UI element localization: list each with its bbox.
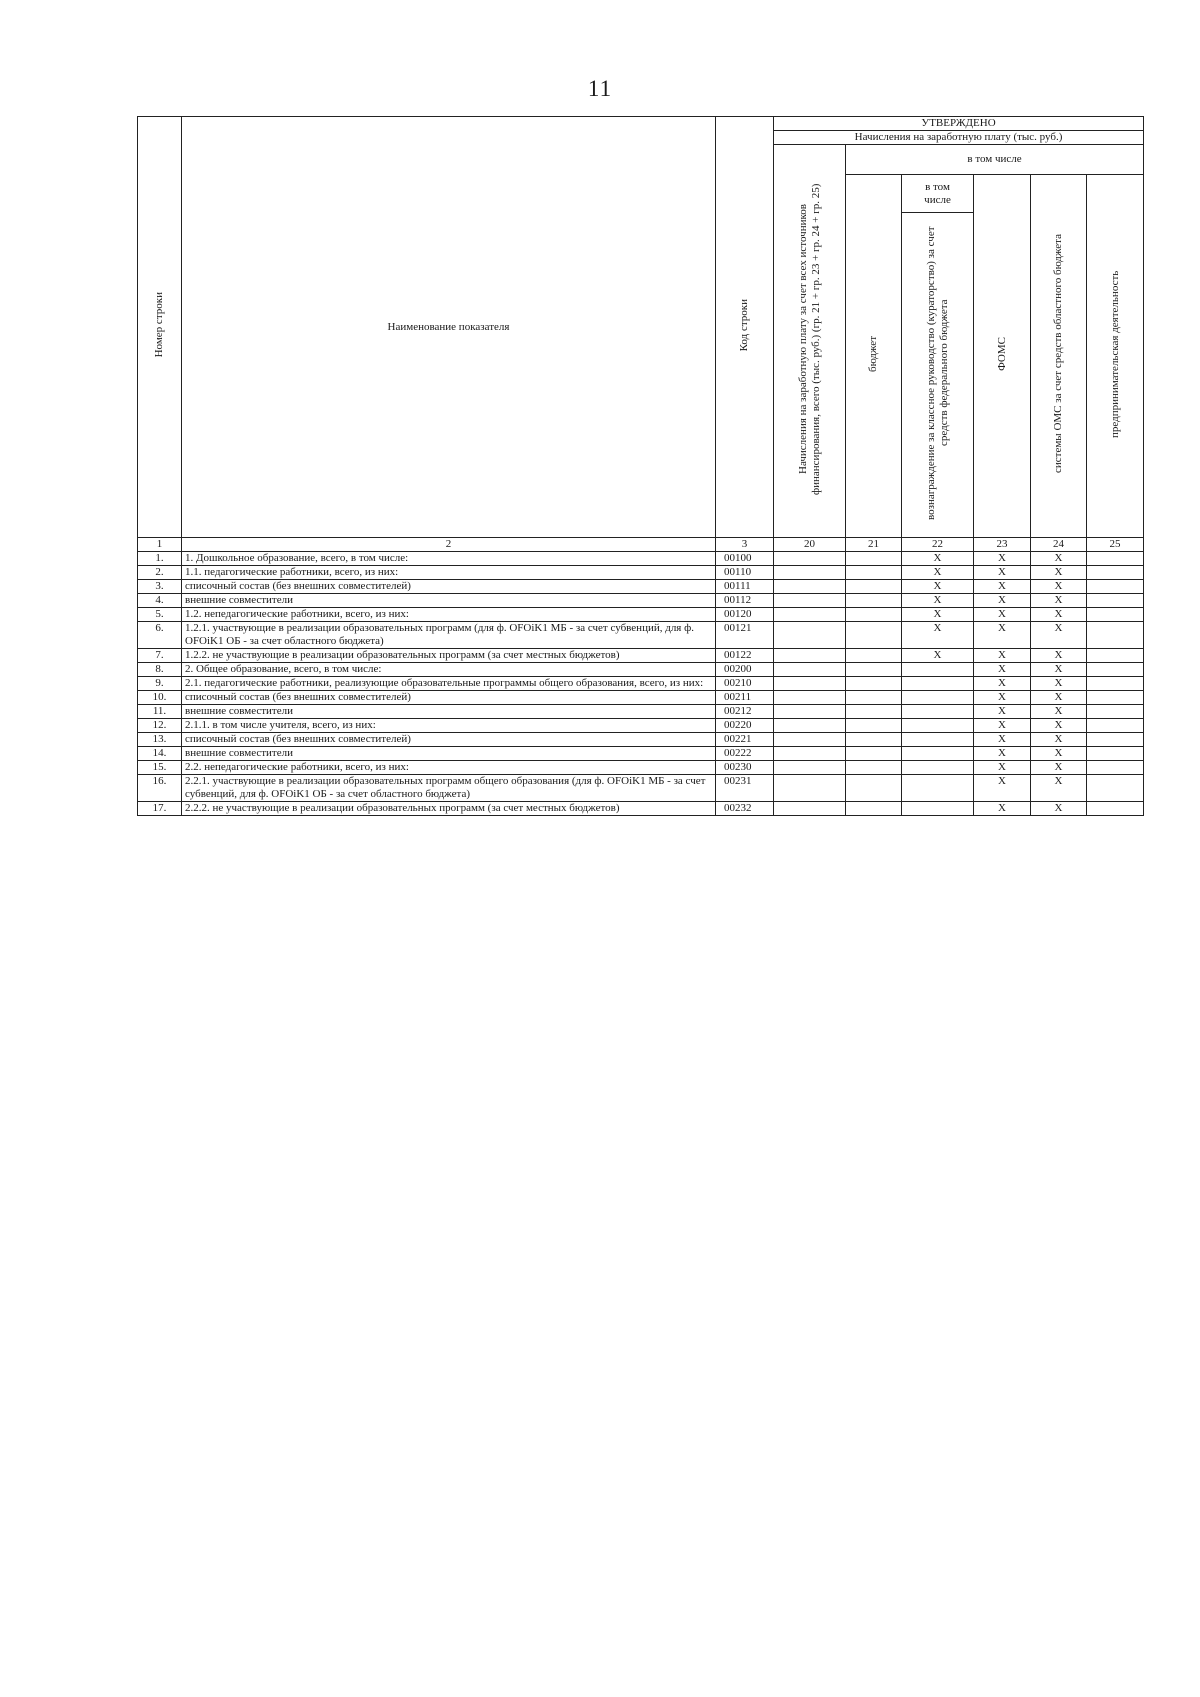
row-number: 16. [138,775,182,802]
table-row [138,705,1144,719]
cell-col20 [774,691,846,705]
cell-col23: X [974,580,1031,594]
cell-col22 [902,719,974,733]
cell-col24: X [1031,677,1087,691]
row-number: 14. [138,747,182,761]
row-number: 4. [138,594,182,608]
cell-col24: X [1031,594,1087,608]
cell-col21 [846,566,902,580]
header-col25: предпринимательская деятельность [1087,175,1144,538]
cell-col23: X [974,566,1031,580]
table-row [138,775,1144,802]
cell-col21 [846,580,902,594]
table-row [138,747,1144,761]
cell-col21 [846,649,902,663]
cell-col25 [1087,761,1144,775]
header-name: Наименование показателя [182,117,716,538]
cell-col23: X [974,761,1031,775]
header-col23: ФОМС [974,175,1031,538]
cell-col25 [1087,677,1144,691]
cell-col21 [846,719,902,733]
cell-col24: X [1031,649,1087,663]
column-number: 23 [974,538,1031,552]
cell-col24: X [1031,608,1087,622]
cell-col21 [846,594,902,608]
cell-col20 [774,802,846,816]
table-body [138,552,1144,816]
row-number: 7. [138,649,182,663]
cell-col25 [1087,719,1144,733]
row-name: внешние совместители [182,594,716,608]
cell-col22: X [902,580,974,594]
cell-col21 [846,802,902,816]
cell-col21 [846,691,902,705]
cell-col24: X [1031,802,1087,816]
cell-col20 [774,663,846,677]
table-row [138,594,1144,608]
row-code: 00210 [716,677,774,691]
row-name: списочный состав (без внешних совместителей) [182,691,716,705]
column-number: 1 [138,538,182,552]
header-col22: вознаграждение за классное руководство (кураторство) за счет средств федерального бюджета [902,213,974,538]
cell-col22 [902,761,974,775]
cell-col25 [1087,622,1144,649]
cell-col23: X [974,594,1031,608]
cell-col22: X [902,622,974,649]
cell-col23: X [974,733,1031,747]
cell-col23: X [974,719,1031,733]
cell-col22 [902,802,974,816]
row-name: 1.2. непедагогические работники, всего, из них: [182,608,716,622]
table-row [138,802,1144,816]
cell-col24: X [1031,761,1087,775]
cell-col24: X [1031,775,1087,802]
header-row-code: Код строки [716,117,774,538]
cell-col25 [1087,608,1144,622]
cell-col22: X [902,566,974,580]
cell-col22: X [902,608,974,622]
cell-col23: X [974,747,1031,761]
cell-col20 [774,719,846,733]
row-name: внешние совместители [182,705,716,719]
cell-col23: X [974,649,1031,663]
cell-col21 [846,761,902,775]
row-number: 13. [138,733,182,747]
row-code: 00230 [716,761,774,775]
column-number: 22 [902,538,974,552]
row-name: 2.2.2. не участвующие в реализации образовательных программ (за счет местных бюджетов) [182,802,716,816]
column-number: 2 [182,538,716,552]
row-code: 00111 [716,580,774,594]
row-code: 00220 [716,719,774,733]
row-code: 00212 [716,705,774,719]
table-row [138,566,1144,580]
cell-col21 [846,552,902,566]
cell-col22 [902,733,974,747]
cell-col24: X [1031,705,1087,719]
table-row [138,761,1144,775]
row-code: 00200 [716,663,774,677]
cell-col23: X [974,608,1031,622]
cell-col20 [774,622,846,649]
table-row [138,719,1144,733]
row-code: 00211 [716,691,774,705]
row-code: 00122 [716,649,774,663]
column-number: 25 [1087,538,1144,552]
table-row [138,608,1144,622]
cell-col21 [846,663,902,677]
row-code: 00231 [716,775,774,802]
row-name: 2.2. непедагогические работники, всего, из них: [182,761,716,775]
cell-col21 [846,608,902,622]
cell-col23: X [974,705,1031,719]
row-name: 2. Общее образование, всего, в том числе: [182,663,716,677]
row-number: 10. [138,691,182,705]
row-name: 1.2.1. участвующие в реализации образовательных программ (для ф. OFOiK1 МБ - за счет субвенций, для ф. OFOiK1 ОБ - за счет областного бюджета) [182,622,716,649]
row-code: 00221 [716,733,774,747]
row-number: 15. [138,761,182,775]
column-number: 20 [774,538,846,552]
row-name: 2.2.1. участвующие в реализации образовательных программ общего образования (для ф. OFOiK1 МБ - за счет субвенций, для ф. OFOiK1 ОБ - за счет областного бюджета) [182,775,716,802]
cell-col22 [902,747,974,761]
row-name: 2.1. педагогические работники, реализующие образовательные программы общего образования, всего, из них: [182,677,716,691]
cell-col20 [774,761,846,775]
row-code: 00120 [716,608,774,622]
cell-col25 [1087,594,1144,608]
row-number: 3. [138,580,182,594]
row-number: 9. [138,677,182,691]
header-including-small: в том числе [902,175,974,213]
cell-col25 [1087,663,1144,677]
table-row [138,622,1144,649]
column-number: 21 [846,538,902,552]
row-name: списочный состав (без внешних совместителей) [182,733,716,747]
cell-col23: X [974,622,1031,649]
cell-col20 [774,649,846,663]
cell-col25 [1087,705,1144,719]
cell-col25 [1087,566,1144,580]
cell-col23: X [974,552,1031,566]
cell-col24: X [1031,719,1087,733]
row-number: 1. [138,552,182,566]
cell-col22 [902,677,974,691]
table-row [138,649,1144,663]
cell-col25 [1087,775,1144,802]
cell-col25 [1087,691,1144,705]
row-number: 17. [138,802,182,816]
cell-col23: X [974,802,1031,816]
cell-col24: X [1031,580,1087,594]
table-row [138,691,1144,705]
cell-col22 [902,691,974,705]
cell-col22: X [902,552,974,566]
cell-col21 [846,733,902,747]
row-code: 00112 [716,594,774,608]
row-number: 11. [138,705,182,719]
row-name: списочный состав (без внешних совместителей) [182,580,716,594]
cell-col24: X [1031,622,1087,649]
row-number: 5. [138,608,182,622]
cell-col24: X [1031,552,1087,566]
cell-col24: X [1031,733,1087,747]
cell-col24: X [1031,566,1087,580]
cell-col21 [846,775,902,802]
column-number: 24 [1031,538,1087,552]
table-row [138,663,1144,677]
table-row [138,580,1144,594]
cell-col23: X [974,775,1031,802]
cell-col21 [846,747,902,761]
header-including: в том числе [846,145,1144,175]
header-row-number: Номер строки [138,117,182,538]
cell-col22 [902,705,974,719]
row-code: 00110 [716,566,774,580]
row-code: 00232 [716,802,774,816]
cell-col21 [846,677,902,691]
cell-col25 [1087,802,1144,816]
table-row [138,733,1144,747]
row-number: 6. [138,622,182,649]
page-number: 11 [587,76,613,101]
table-row [138,552,1144,566]
cell-col20 [774,608,846,622]
cell-col20 [774,747,846,761]
column-number-row [138,538,1144,552]
cell-col20 [774,580,846,594]
cell-col25 [1087,580,1144,594]
table-header [138,117,1144,552]
cell-col25 [1087,733,1144,747]
cell-col20 [774,566,846,580]
cell-col20 [774,594,846,608]
report-table [137,116,1144,816]
row-code: 00222 [716,747,774,761]
cell-col20 [774,705,846,719]
cell-col24: X [1031,663,1087,677]
row-name: 2.1.1. в том числе учителя, всего, из них: [182,719,716,733]
header-col24: системы ОМС за счет средств областного бюджета [1031,175,1087,538]
cell-col20 [774,775,846,802]
row-name: внешние совместители [182,747,716,761]
cell-col24: X [1031,747,1087,761]
cell-col25 [1087,747,1144,761]
cell-col20 [774,733,846,747]
row-name: 1.2.2. не участвующие в реализации образовательных программ (за счет местных бюджетов) [182,649,716,663]
row-code: 00121 [716,622,774,649]
row-number: 12. [138,719,182,733]
cell-col23: X [974,677,1031,691]
cell-col20 [774,552,846,566]
cell-col20 [774,677,846,691]
cell-col22 [902,775,974,802]
cell-col25 [1087,552,1144,566]
row-number: 2. [138,566,182,580]
header-col20: Начисления на заработную плату за счет всех источников финансирования, всего (тыс. руб.) (гр. 21 + гр. 23 + гр. 24 + гр. 25) [774,145,846,538]
row-number: 8. [138,663,182,677]
header-charges: Начисления на заработную плату (тыс. руб.) [774,131,1144,145]
cell-col23: X [974,691,1031,705]
cell-col22: X [902,594,974,608]
cell-col22 [902,663,974,677]
cell-col21 [846,705,902,719]
cell-col23: X [974,663,1031,677]
cell-col25 [1087,649,1144,663]
column-number: 3 [716,538,774,552]
row-name: 1. Дошкольное образование, всего, в том числе: [182,552,716,566]
header-col21: бюджет [846,175,902,538]
cell-col24: X [1031,691,1087,705]
row-code: 00100 [716,552,774,566]
header-approved: УТВЕРЖДЕНО [774,117,1144,131]
row-name: 1.1. педагогические работники, всего, из них: [182,566,716,580]
cell-col22: X [902,649,974,663]
table-row [138,677,1144,691]
cell-col21 [846,622,902,649]
